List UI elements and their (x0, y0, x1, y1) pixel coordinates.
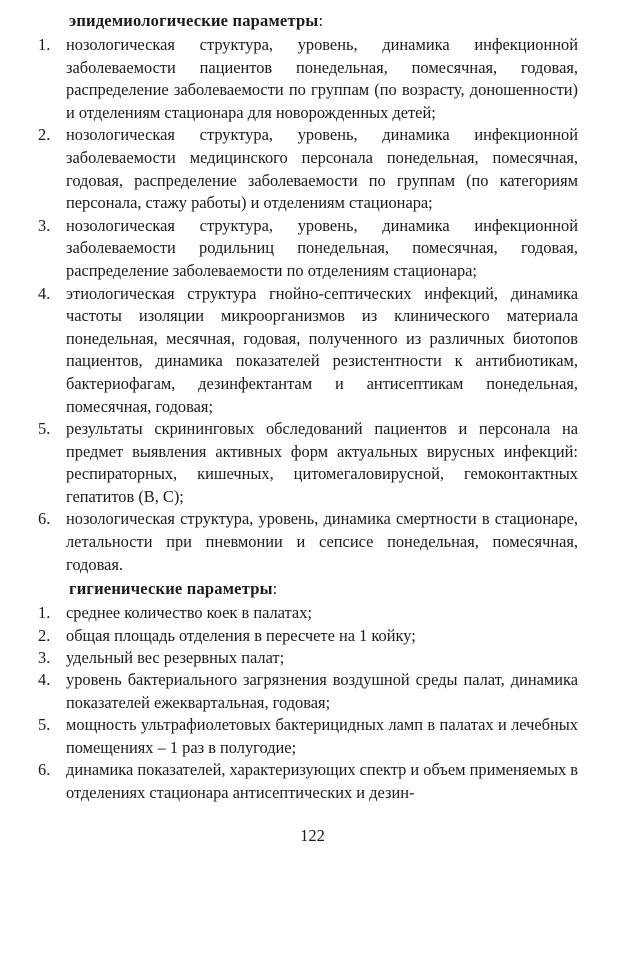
list-item (38, 508, 578, 576)
item-text: мощность ультрафиолетовых бактерицидных ламп в палатах и лечебных помещениях – 1 раз в полугодие; (66, 715, 578, 757)
item-text: динамика показателей, характеризующих спектр и объем применяемых в отделениях стационара антисептических и дезин- (66, 760, 578, 802)
page-number: 122 (300, 826, 325, 845)
page-content (38, 10, 578, 804)
item-text: нозологическая структура, уровень, динамика инфекционной заболеваемости медицинского персонала понедельная, помесячная, годовая, распределение заболеваемости по группам (по категориям персонала, стажу работы) и отделениям стационара; (66, 125, 578, 213)
list-item (38, 418, 578, 508)
hygienic-list (38, 602, 578, 804)
item-number: 6. (38, 760, 51, 780)
item-text: результаты скрининговых обследований пациентов и персонала на предмет выявления активных форм актуальных вирусных инфекций: респираторных, кишечных, цитомегаловирусной, гемоконтактных гепатитов (В, С); (66, 419, 578, 506)
item-number: 4. (38, 670, 51, 690)
list-item (38, 283, 578, 419)
item-number: 1. (38, 35, 51, 54)
item-text: уровень бактериального загрязнения воздушной среды палат, динамика показателей ежеквартальная, годовая; (66, 670, 578, 712)
list-item (38, 669, 578, 714)
list-item (38, 647, 578, 669)
item-text: общая площадь отделения в пересчете на 1 койку; (66, 625, 416, 645)
hygienic-heading (69, 578, 578, 600)
list-item (38, 759, 578, 804)
list-item (38, 124, 578, 214)
item-text: нозологическая структура, уровень, динамика инфекционной заболеваемости пациентов понедельная, помесячная, годовая, распределение заболеваемости по группам (по возрасту, доношенности) и отделениям стационара для новорожденных детей; (66, 35, 578, 122)
epidemiological-heading (69, 10, 578, 32)
hygienic-heading-colon: : (272, 579, 278, 599)
epidemiological-heading-colon: : (318, 11, 324, 30)
item-text: этиологическая структура гнойно-септических инфекций, динамика частоты изоляции микроорганизмов из клинического материала понедельная, месячная, годовая, полученного из различных биотопов пациентов, динамика показателей резистентности к антибиотикам, бактериофагам, дезинфектантам и антисептикам понедельная, помесячная, годовая; (66, 283, 578, 416)
list-item (38, 625, 578, 647)
item-text: удельный вес резервных палат; (66, 648, 285, 668)
item-number: 4. (38, 283, 51, 303)
item-number: 5. (38, 419, 51, 439)
item-number: 1. (38, 603, 51, 623)
item-number: 6. (38, 509, 51, 529)
list-item (38, 714, 578, 759)
item-number: 2. (38, 625, 51, 645)
item-text: нозологическая структура, уровень, динамика смертности в стационаре, летальности при пневмонии и сепсисе понедельная, помесячная, годовая. (66, 509, 578, 574)
list-item (38, 215, 578, 283)
epidemiological-list (38, 34, 578, 576)
list-item (38, 602, 578, 624)
item-text: нозологическая структура, уровень, динамика инфекционной заболеваемости родильниц понедельная, помесячная, годовая, распределение заболеваемости по отделениям стационара; (66, 215, 578, 280)
item-number: 2. (38, 125, 51, 145)
item-text: среднее количество коек в палатах; (66, 603, 312, 623)
hygienic-heading-text: гигиенические параметры (69, 579, 273, 599)
item-number: 5. (38, 715, 51, 735)
item-number: 3. (38, 648, 51, 668)
epidemiological-heading-text: эпидемиологические параметры (69, 11, 319, 30)
item-number: 3. (38, 215, 51, 235)
list-item (38, 34, 578, 124)
